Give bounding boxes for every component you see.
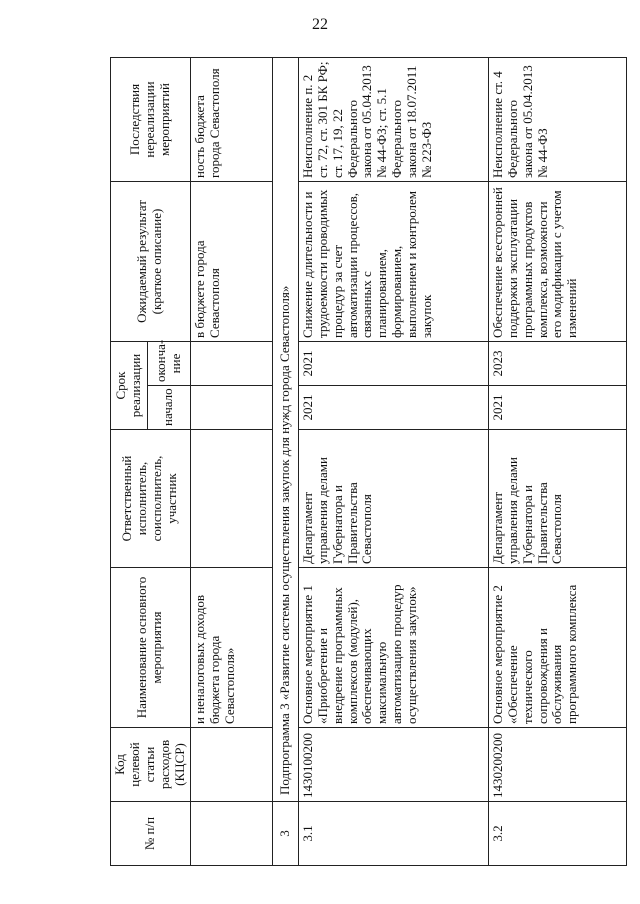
row-result: Снижение длительности и трудоемкости проводимых процедур за счет автоматизации процессов, связанных с планированием, формированием, выполнением и контролем закупок (298, 182, 488, 342)
table-row (298, 58, 488, 866)
header-responsible: Ответственный исполнитель, соисполнитель, участник (111, 430, 191, 568)
continuation-result: в бюджете города Севастополя (190, 182, 272, 342)
row-end: 2021 (298, 342, 488, 386)
row-start: 2021 (488, 386, 626, 430)
header-period: Срок реализации (111, 342, 148, 430)
row-responsible: Департамент управления делами Губернатора и Правительства Севастополя (488, 430, 626, 568)
row-name: Основное мероприятие 2 «Обеспечение технического сопровождения и обслуживания программного комплекса (488, 568, 626, 728)
header-end: оконча- ние (148, 342, 191, 386)
row-responsible: Департамент управления делами Губернатора и Правительства Севастополя (298, 430, 488, 568)
row-code: 1430200200 (488, 728, 626, 802)
table-row (488, 58, 626, 866)
header-name: Наименование основного мероприятия (111, 568, 191, 728)
header-result: Ожидаемый результат (краткое описание) (111, 182, 191, 342)
header-code: Код целевой статьи расходов (КЦСР) (111, 728, 191, 802)
subprogram-title: Подпрограмма 3 «Развитие системы осуществления закупок для нужд города Севастополя» (272, 58, 298, 802)
header-num: № п/п (111, 802, 191, 866)
row-result: Обеспечение всесторонней поддержки эксплуатации программных продуктов комплекса, возможности его модификации с учетом изменений (488, 182, 626, 342)
row-consequences: Неисполнение п. 2 ст. 72, ст. 301 БК РФ; ст. 17, 19, 22 Федерального закона от 05.04.2013 № 44-ФЗ; ст. 5.1 Федерального закона от 18.07.2011 № 223-ФЗ (298, 58, 488, 182)
header-start: начало (148, 386, 191, 430)
continuation-consequences: ность бюджета города Севастополя (190, 58, 272, 182)
subprogram-row (272, 58, 298, 866)
header-consequences: Последствия нереализации мероприятий (111, 58, 191, 182)
row-consequences: Неисполнение ст. 4 Федерального закона от 05.04.2013 № 44-ФЗ (488, 58, 626, 182)
row-start: 2021 (298, 386, 488, 430)
row-num: 3.2 (488, 802, 626, 866)
page-number: 22 (312, 16, 328, 33)
rotated-table-container (110, 58, 622, 866)
continuation-name: и неналоговых доходов бюджета города Севастополя» (190, 568, 272, 728)
table-row (190, 58, 272, 866)
row-num: 3.1 (298, 802, 488, 866)
row-end: 2023 (488, 342, 626, 386)
measures-table (110, 57, 627, 866)
subprogram-num: 3 (272, 802, 298, 866)
row-code: 1430100200 (298, 728, 488, 802)
row-name: Основное мероприятие 1 «Приобретение и внедрение программных комплексов (модулей), обеспечивающих максимальную автоматизацию процедур осуществления закупок» (298, 568, 488, 728)
